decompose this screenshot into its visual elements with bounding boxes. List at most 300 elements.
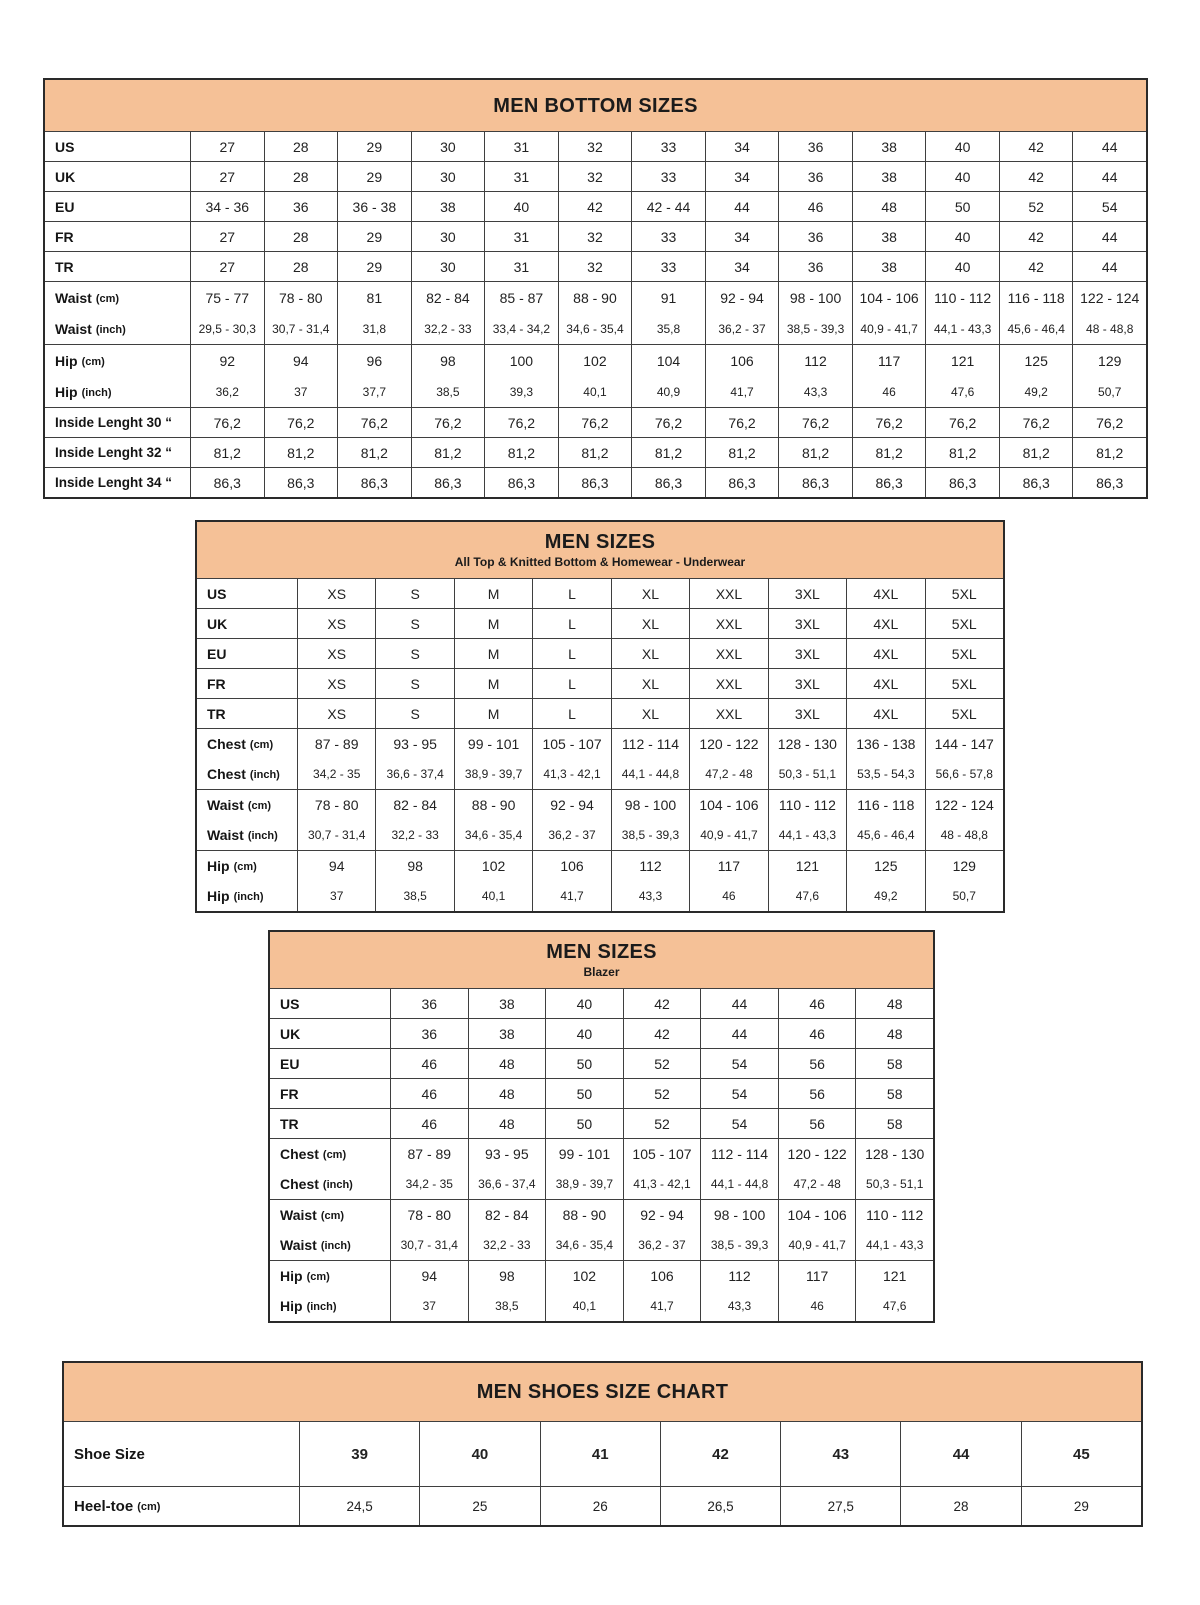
- row-label: [270, 1049, 390, 1078]
- cell: 81,2: [484, 438, 558, 467]
- cell: 36,2 - 37: [705, 313, 779, 344]
- table-row: [45, 252, 1146, 281]
- cell: 26: [540, 1487, 660, 1525]
- row-label-text: EU: [207, 645, 227, 662]
- cell: 125: [999, 345, 1073, 376]
- row-label-text: Waist: [207, 827, 244, 843]
- cell: 82 - 84: [468, 1200, 546, 1230]
- table-row: [197, 759, 1003, 789]
- cell: XS: [297, 639, 375, 668]
- table-title: [45, 80, 1146, 132]
- cell: 25: [419, 1487, 539, 1525]
- cell: S: [375, 579, 453, 608]
- cell: 76,2: [852, 408, 926, 437]
- cell: 102: [558, 345, 632, 376]
- cell: 3XL: [768, 579, 846, 608]
- cell: 36,6 - 37,4: [375, 759, 453, 789]
- cell: 86,3: [411, 468, 485, 497]
- cell: 40: [925, 222, 999, 251]
- row-label-text: UK: [280, 1025, 301, 1042]
- row-label-text: Heel-toe: [74, 1497, 134, 1515]
- cell: 112 - 114: [700, 1139, 778, 1169]
- cell: 81,2: [264, 438, 338, 467]
- cell: 122 - 124: [1072, 282, 1146, 313]
- cell: 105 - 107: [623, 1139, 701, 1169]
- cell: 36 - 38: [337, 192, 411, 221]
- row-label-text: TR: [55, 258, 74, 275]
- cell: 41,7: [705, 376, 779, 407]
- cell: 86,3: [999, 468, 1073, 497]
- row-label: [45, 252, 190, 281]
- cell: 129: [1072, 345, 1146, 376]
- cell: 4XL: [846, 579, 924, 608]
- cell: 86,3: [1072, 468, 1146, 497]
- row-label: [197, 609, 297, 638]
- row-label: [197, 881, 297, 911]
- cell: 121: [925, 345, 999, 376]
- row-label: [45, 376, 190, 407]
- cell: 47,2 - 48: [778, 1169, 856, 1199]
- cell: 36: [778, 132, 852, 161]
- cell: 31: [484, 252, 558, 281]
- cell: 3XL: [768, 699, 846, 728]
- cell: 81,2: [925, 438, 999, 467]
- row-label-unit: (inch): [247, 830, 278, 842]
- row-group: [45, 467, 1146, 497]
- cell: 86,3: [778, 468, 852, 497]
- cell: 92 - 94: [532, 790, 610, 820]
- cell: 41: [540, 1422, 660, 1486]
- cell: 27: [190, 252, 264, 281]
- cell: 39,3: [484, 376, 558, 407]
- cell: 81,2: [852, 438, 926, 467]
- table-row: [270, 1139, 933, 1169]
- cell: 45,6 - 46,4: [999, 313, 1073, 344]
- cell: 42: [999, 222, 1073, 251]
- row-label-unit: (inch): [249, 769, 280, 781]
- cell: 50: [545, 1109, 623, 1138]
- table-subtitle: Blazer: [583, 965, 620, 979]
- row-label-unit: (cm): [322, 1149, 347, 1161]
- cell: 27: [190, 162, 264, 191]
- cell: XS: [297, 579, 375, 608]
- table-title: [197, 522, 1003, 579]
- cell: 43,3: [700, 1291, 778, 1321]
- row-label: [197, 729, 297, 759]
- cell: 33: [631, 162, 705, 191]
- cell: 136 - 138: [846, 729, 924, 759]
- cell: 31: [484, 132, 558, 161]
- cell: 54: [700, 1049, 778, 1078]
- cell: 76,2: [778, 408, 852, 437]
- row-label-unit: (cm): [249, 739, 274, 751]
- cell: 42: [623, 989, 701, 1018]
- cell: 43,3: [611, 881, 689, 911]
- cell: 40,1: [558, 376, 632, 407]
- cell: 76,2: [925, 408, 999, 437]
- row-group: [197, 608, 1003, 638]
- row-label-unit: (cm): [95, 292, 120, 305]
- cell: 38,5 - 39,3: [700, 1230, 778, 1260]
- cell: 29,5 - 30,3: [190, 313, 264, 344]
- cell: 27,5: [780, 1487, 900, 1525]
- cell: 40: [925, 132, 999, 161]
- cell: 38,5: [468, 1291, 546, 1321]
- row-label: [197, 790, 297, 820]
- cell: 33,4 - 34,2: [484, 313, 558, 344]
- table-row: [45, 282, 1146, 313]
- cell: 86,3: [264, 468, 338, 497]
- cell: 48: [855, 1019, 933, 1048]
- cell: 104: [631, 345, 705, 376]
- cell: 40,9 - 41,7: [689, 820, 767, 850]
- table-row: [197, 820, 1003, 850]
- row-label: [197, 820, 297, 850]
- cell: 3XL: [768, 669, 846, 698]
- cell: 58: [855, 1049, 933, 1078]
- row-label-text: Hip: [280, 1268, 303, 1284]
- row-label-text: Waist: [55, 289, 92, 306]
- cell: 93 - 95: [375, 729, 453, 759]
- cell: 87 - 89: [297, 729, 375, 759]
- cell: 47,2 - 48: [689, 759, 767, 789]
- cell: 86,3: [337, 468, 411, 497]
- row-label: [45, 438, 190, 467]
- table-row: [270, 1079, 933, 1108]
- table-title-text: MEN BOTTOM SIZES: [493, 94, 698, 117]
- cell: 76,2: [1072, 408, 1146, 437]
- row-label: [45, 313, 190, 344]
- row-label-unit: (inch): [95, 323, 126, 336]
- cell: 38,9 - 39,7: [454, 759, 532, 789]
- row-label: [197, 851, 297, 881]
- table-body: [197, 579, 1003, 911]
- table-row: [197, 669, 1003, 698]
- row-group: [45, 437, 1146, 467]
- cell: 102: [545, 1261, 623, 1291]
- cell: 36: [390, 989, 468, 1018]
- table-row: [270, 1261, 933, 1291]
- row-label-text: Waist: [55, 320, 92, 337]
- cell: 35,8: [631, 313, 705, 344]
- cell: 110 - 112: [925, 282, 999, 313]
- cell: 36,2 - 37: [532, 820, 610, 850]
- cell: 44: [1072, 162, 1146, 191]
- cell: 86,3: [925, 468, 999, 497]
- row-label-text: TR: [207, 705, 226, 722]
- table-row: [270, 1230, 933, 1260]
- row-label-unit: (inch): [320, 1240, 351, 1252]
- cell: 36,6 - 37,4: [468, 1169, 546, 1199]
- cell: 36,2 - 37: [623, 1230, 701, 1260]
- cell: 30: [411, 162, 485, 191]
- cell: 42: [999, 162, 1073, 191]
- cell: 5XL: [925, 669, 1003, 698]
- row-group: [270, 1048, 933, 1078]
- table-body: [45, 132, 1146, 497]
- cell: XL: [611, 639, 689, 668]
- cell: 37: [297, 881, 375, 911]
- cell: M: [454, 639, 532, 668]
- row-label-unit: (cm): [247, 800, 272, 812]
- row-label: [45, 345, 190, 376]
- row-label: [64, 1487, 299, 1525]
- cell: 98 - 100: [700, 1200, 778, 1230]
- cell: 76,2: [264, 408, 338, 437]
- table-men-shoes: [62, 1361, 1143, 1527]
- cell: 29: [337, 222, 411, 251]
- cell: 34: [705, 132, 779, 161]
- table-row: [45, 162, 1146, 191]
- row-label-text: Inside Lenght 30 “: [55, 415, 173, 430]
- cell: 122 - 124: [925, 790, 1003, 820]
- cell: 117: [689, 851, 767, 881]
- cell: 75 - 77: [190, 282, 264, 313]
- cell: 45: [1021, 1422, 1141, 1486]
- table-row: [45, 408, 1146, 437]
- cell: 112: [611, 851, 689, 881]
- cell: S: [375, 669, 453, 698]
- cell: 56: [778, 1049, 856, 1078]
- cell: 44: [700, 989, 778, 1018]
- cell: 58: [855, 1079, 933, 1108]
- table-row: [197, 579, 1003, 608]
- row-group: [197, 638, 1003, 668]
- cell: 41,3 - 42,1: [623, 1169, 701, 1199]
- cell: 121: [855, 1261, 933, 1291]
- row-label-text: Waist: [280, 1237, 317, 1253]
- cell: 44,1 - 44,8: [700, 1169, 778, 1199]
- table-row: [197, 881, 1003, 911]
- cell: 121: [768, 851, 846, 881]
- cell: 40,9: [631, 376, 705, 407]
- row-label-text: FR: [280, 1085, 299, 1102]
- cell: 34: [705, 162, 779, 191]
- cell: 34: [705, 222, 779, 251]
- table-row: [197, 699, 1003, 728]
- row-group: [45, 407, 1146, 437]
- table-row: [45, 222, 1146, 251]
- cell: 40: [419, 1422, 539, 1486]
- cell: 50: [545, 1049, 623, 1078]
- cell: 34,6 - 35,4: [545, 1230, 623, 1260]
- cell: 86,3: [705, 468, 779, 497]
- row-label-text: FR: [207, 675, 226, 692]
- row-label: [64, 1422, 299, 1486]
- cell: 4XL: [846, 639, 924, 668]
- cell: 100: [484, 345, 558, 376]
- row-label-text: Hip: [207, 888, 230, 904]
- cell: 34,6 - 35,4: [558, 313, 632, 344]
- cell: 38: [468, 1019, 546, 1048]
- table-row: [270, 1200, 933, 1230]
- table-row: [197, 639, 1003, 668]
- cell: 42: [558, 192, 632, 221]
- row-label: [270, 1169, 390, 1199]
- cell: 50: [925, 192, 999, 221]
- cell: 38: [852, 132, 926, 161]
- cell: 50: [545, 1079, 623, 1108]
- cell: XS: [297, 609, 375, 638]
- cell: 44: [1072, 132, 1146, 161]
- row-label: [197, 669, 297, 698]
- row-label-text: US: [207, 585, 227, 602]
- row-label: [45, 132, 190, 161]
- cell: 88 - 90: [545, 1200, 623, 1230]
- row-label-unit: (cm): [320, 1210, 345, 1222]
- cell: 4XL: [846, 609, 924, 638]
- cell: 104 - 106: [689, 790, 767, 820]
- row-label: [270, 1139, 390, 1169]
- row-label-unit: (inch): [322, 1179, 353, 1191]
- cell: 99 - 101: [545, 1139, 623, 1169]
- row-label-unit: (inch): [306, 1301, 337, 1313]
- cell: 78 - 80: [390, 1200, 468, 1230]
- cell: 5XL: [925, 579, 1003, 608]
- row-group: [64, 1486, 1141, 1525]
- row-label-unit: (cm): [233, 861, 257, 873]
- cell: 45,6 - 46,4: [846, 820, 924, 850]
- cell: 81,2: [1072, 438, 1146, 467]
- row-group: [197, 850, 1003, 911]
- cell: 32,2 - 33: [468, 1230, 546, 1260]
- cell: 117: [778, 1261, 856, 1291]
- cell: 76,2: [337, 408, 411, 437]
- cell: 44: [1072, 252, 1146, 281]
- cell: 30,7 - 31,4: [390, 1230, 468, 1260]
- cell: 94: [264, 345, 338, 376]
- cell: 49,2: [999, 376, 1073, 407]
- cell: 31: [484, 162, 558, 191]
- cell: M: [454, 579, 532, 608]
- cell: 104 - 106: [852, 282, 926, 313]
- cell: 34,2 - 35: [390, 1169, 468, 1199]
- table-title-text: MEN SHOES SIZE CHART: [476, 1381, 729, 1403]
- cell: 85 - 87: [484, 282, 558, 313]
- cell: 52: [623, 1049, 701, 1078]
- row-label: [197, 579, 297, 608]
- cell: S: [375, 639, 453, 668]
- cell: 81,2: [705, 438, 779, 467]
- cell: 54: [1072, 192, 1146, 221]
- cell: 76,2: [705, 408, 779, 437]
- cell: 110 - 112: [768, 790, 846, 820]
- cell: 47,6: [925, 376, 999, 407]
- table-title: [64, 1363, 1141, 1422]
- table-body: [270, 989, 933, 1321]
- row-label-text: Inside Lenght 34 “: [55, 475, 173, 490]
- cell: 46: [390, 1079, 468, 1108]
- cell: 81,2: [558, 438, 632, 467]
- row-group: [197, 789, 1003, 850]
- cell: 99 - 101: [454, 729, 532, 759]
- row-label-unit: (cm): [81, 355, 105, 368]
- cell: 40: [925, 252, 999, 281]
- table-row: [64, 1487, 1141, 1525]
- cell: 26,5: [660, 1487, 780, 1525]
- row-label-text: Hip: [55, 352, 78, 369]
- cell: 32: [558, 162, 632, 191]
- row-group: [270, 1138, 933, 1199]
- cell: 43: [780, 1422, 900, 1486]
- cell: XS: [297, 669, 375, 698]
- table-row: [270, 1291, 933, 1321]
- row-group: [270, 1018, 933, 1048]
- cell: 40,1: [545, 1291, 623, 1321]
- cell: 129: [925, 851, 1003, 881]
- cell: 102: [454, 851, 532, 881]
- cell: L: [532, 609, 610, 638]
- cell: 33: [631, 222, 705, 251]
- cell: 36: [778, 222, 852, 251]
- cell: 38,5: [375, 881, 453, 911]
- cell: 54: [700, 1109, 778, 1138]
- cell: XL: [611, 579, 689, 608]
- cell: 46: [778, 1291, 856, 1321]
- cell: 32: [558, 222, 632, 251]
- cell: 128 - 130: [768, 729, 846, 759]
- cell: 34 - 36: [190, 192, 264, 221]
- cell: 42: [660, 1422, 780, 1486]
- row-group: [197, 728, 1003, 789]
- cell: 38: [852, 162, 926, 191]
- cell: 78 - 80: [297, 790, 375, 820]
- cell: 81,2: [778, 438, 852, 467]
- cell: XL: [611, 609, 689, 638]
- cell: 44: [705, 192, 779, 221]
- row-label-text: EU: [55, 198, 75, 215]
- cell: L: [532, 699, 610, 728]
- cell: 32: [558, 252, 632, 281]
- cell: 56,6 - 57,8: [925, 759, 1003, 789]
- table-title-text: MEN SIZES: [544, 531, 656, 553]
- cell: 81,2: [999, 438, 1073, 467]
- cell: 94: [297, 851, 375, 881]
- row-group: [270, 989, 933, 1018]
- table-men-sizes-top: [195, 520, 1005, 913]
- cell: 32: [558, 132, 632, 161]
- row-label: [270, 1230, 390, 1260]
- cell: 42: [999, 252, 1073, 281]
- row-group: [197, 668, 1003, 698]
- row-label-unit: (cm): [137, 1501, 161, 1513]
- row-group: [197, 698, 1003, 728]
- table-title-text: MEN SIZES: [546, 941, 657, 963]
- cell: 28: [900, 1487, 1020, 1525]
- cell: 41,7: [623, 1291, 701, 1321]
- row-group: [45, 161, 1146, 191]
- row-label: [197, 759, 297, 789]
- cell: 42: [623, 1019, 701, 1048]
- row-label: [270, 989, 390, 1018]
- cell: 4XL: [846, 699, 924, 728]
- cell: 117: [852, 345, 926, 376]
- cell: 38,9 - 39,7: [545, 1169, 623, 1199]
- cell: 52: [623, 1109, 701, 1138]
- row-label-text: Waist: [207, 797, 244, 813]
- table-row: [45, 438, 1146, 467]
- cell: 30: [411, 132, 485, 161]
- row-label: [270, 1109, 390, 1138]
- table-row: [45, 345, 1146, 376]
- cell: 40,9 - 41,7: [852, 313, 926, 344]
- row-group: [45, 191, 1146, 221]
- row-label: [270, 1261, 390, 1291]
- row-label-text: TR: [280, 1115, 299, 1132]
- table-row: [45, 192, 1146, 221]
- cell: 5XL: [925, 699, 1003, 728]
- row-label-text: UK: [207, 615, 228, 632]
